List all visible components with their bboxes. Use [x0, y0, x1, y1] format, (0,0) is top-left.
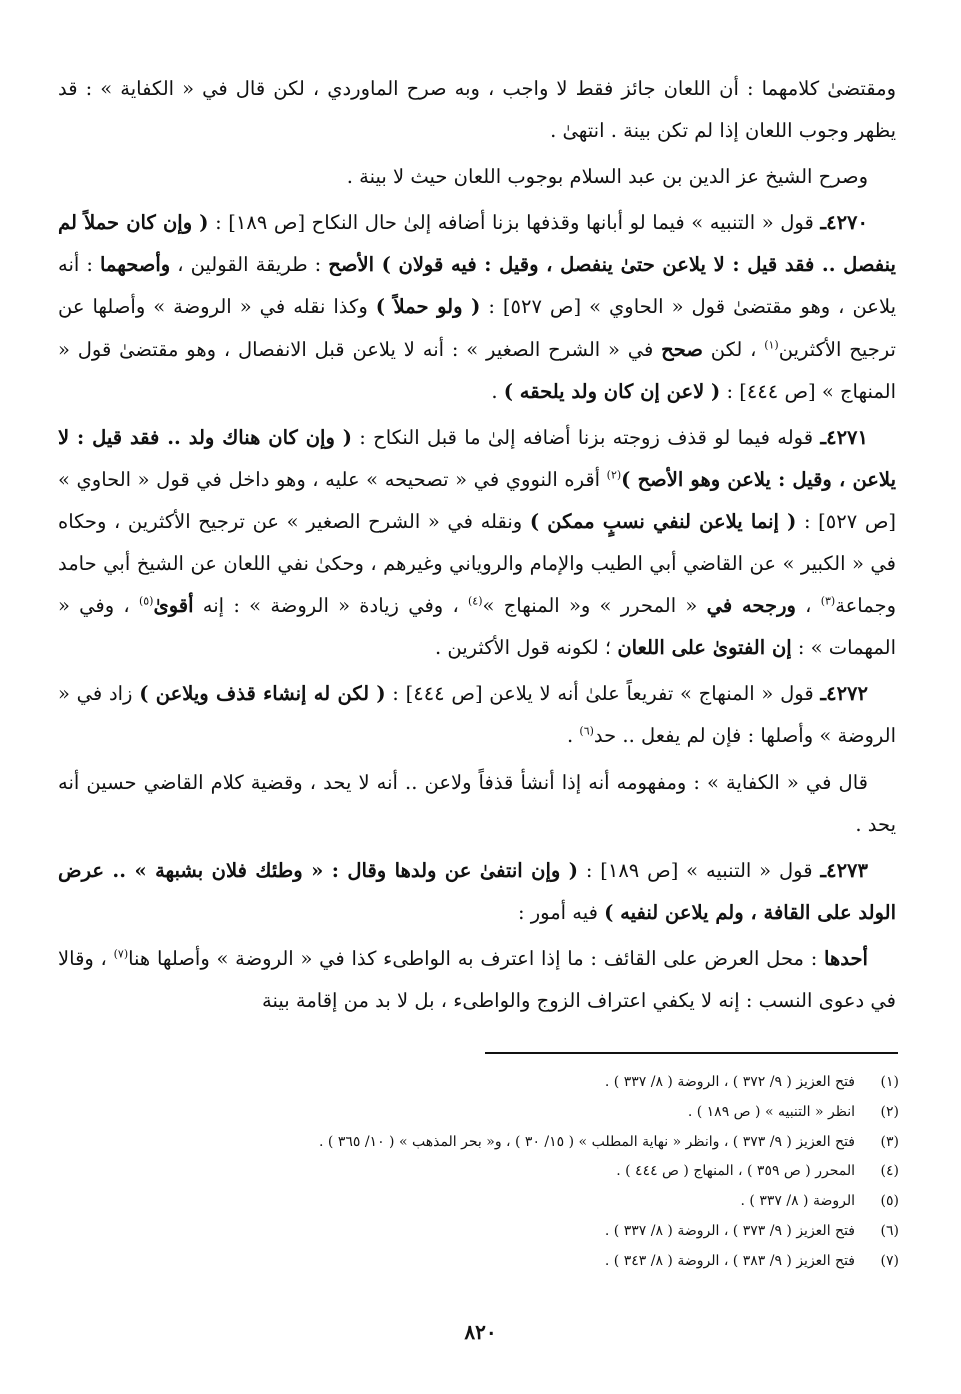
text-run: ونقله في « الشرح الصغير » عن ترجيح الأكثرين ، وحكاه في « الكبير » عن القاضي أبي الطيب والإمام والروياني وغيرهم ، وحكىٰ نفي اللعان عن الشيخ أبي حامد وجماعة: [58, 509, 896, 618]
text-run: ، وفي « المهمات » :: [58, 594, 896, 660]
page-number: ٨٢٠: [464, 1320, 497, 1344]
footnote-number: (٢): [880, 1103, 899, 1120]
bold-text: ( لاعن إن كان ولد يلحقه ): [503, 379, 721, 403]
footnote-divider: [485, 1052, 898, 1054]
bold-text: ( لكن له إنشاء قذف ويلاعن ): [139, 682, 386, 706]
text-run: : أنه يلاعن ، وهو مقتضىٰ قول « الحاوي » [ص ٥٢٧] :: [58, 253, 897, 319]
text-run: ،: [795, 594, 821, 618]
paragraph: [58, 938, 896, 1022]
text-run: ؛ لكونه قول الأكثرين .: [434, 636, 618, 660]
bold-text: أقوىٰ: [153, 594, 194, 618]
paragraph: [58, 673, 896, 757]
bold-text: ورجحه في: [706, 594, 796, 618]
paragraph: [58, 156, 896, 198]
footnote-text: فتح العزيز ( ٩/ ٣٧٣ ) ، الروضة ( ٨/ ٣٣٧ ) .: [604, 1222, 855, 1239]
text-run: ، وقالا في دعوى النسب : إنه لا يكفي اعتراف الزوج والواطىء ، بل لا بد من إقامة بينة: [58, 946, 896, 1012]
paragraph: [58, 202, 896, 412]
text-run: في « الشرح الصغير » : أنه لا يلاعن قبل الانفصال ، وهو مقتضىٰ قول « المنهاج » [ص ٤٤٤] :: [58, 337, 896, 403]
text-run: قال في « الكفاية » : ومفهومه أنه إذا أنشأ قذفاً ولاعن .. أنه لا يحد ، وقضية كلام القاضي حسين أنه يحد .: [58, 770, 896, 836]
bold-text: ٤٢٧٣ـ: [820, 858, 868, 882]
bold-text: ٤٢٧٠ـ: [820, 211, 869, 235]
text-run: فيه أمور :: [517, 900, 605, 924]
bold-text: ٤٢٧٢ـ: [820, 682, 869, 706]
paragraph: [58, 417, 896, 670]
text-run: ، لكن: [702, 337, 765, 361]
main-text: [58, 68, 896, 1022]
footnote-text: فتح العزيز ( ٩/ ٣٧٣ ) ، وانظر « نهاية المطلب » ( ١٥/ ٣٠ ) ، و« بحر المذهب » ( ١٠/ ٣٦٥ ) .: [319, 1133, 855, 1150]
footnote-reference: (٢): [606, 468, 622, 482]
footnote-reference: (٤): [468, 594, 483, 608]
footnote-reference: (٥): [138, 594, 154, 608]
footnote-reference: (٧): [113, 947, 129, 961]
text-run: : طريقة القولين ،: [170, 253, 329, 277]
text-run: وصرح الشيخ عز الدين بن عبد السلام بوجوب اللعان حيث لا بينة .: [346, 165, 868, 189]
bold-text: ٤٢٧١ـ: [820, 425, 868, 449]
footnotes: [199, 1068, 899, 1277]
footnote: [199, 1217, 899, 1247]
text-run: .: [567, 724, 580, 748]
footnote-text: المحرر ( ص ٣٥٩ ) ، المنهاج ( ص ٤٤٤ ) .: [616, 1163, 855, 1180]
footnote-number: (٣): [880, 1133, 899, 1150]
text-run: ، وفي زيادة « الروضة » : إنه: [193, 594, 468, 618]
text-run: قوله فيما لو قذف زوجته بزنا أضافه إلىٰ ما قبل النكاح :: [351, 425, 821, 449]
footnote: [199, 1247, 899, 1277]
footnote: [199, 1098, 899, 1128]
text-run: ومقتضىٰ كلامهما : أن اللعان جائز فقط لا واجب ، وبه صرح الماوردي ، لكن قال في « الكفاية » : قد يظهر وجوب اللعان إذا لم تكن بينة . انتهىٰ .: [58, 77, 896, 143]
text-run: وكذا نقله في « الروضة » وأصلها عن ترجيح الأكثرين: [58, 295, 896, 361]
footnote-number: (٦): [880, 1222, 899, 1239]
bold-text: ( ولو حملاً ): [375, 295, 481, 319]
footnote-text: الروضة ( ٨/ ٣٣٧ ) .: [740, 1193, 855, 1210]
bold-text: وأصحهما: [99, 253, 171, 277]
paragraph: [58, 68, 896, 152]
text-run: زاد في « الروضة » وأصلها : فإن لم يفعل .. حد: [58, 682, 896, 748]
text-run: : محل العرض على القائف : ما إذا اعترف به الواطىء كذا في « الروضة » وأصلها هنا: [128, 946, 825, 970]
footnote: [199, 1068, 899, 1098]
bold-text: أحدها: [824, 946, 868, 970]
bold-text: صحح: [661, 337, 703, 361]
footnote-reference: (٦): [579, 724, 594, 738]
text-run: قول « التنبيه » فيما لو أبانها وقذفها بزنا أضافه إلىٰ حال النكاح [ص ١٨٩] :: [208, 211, 821, 235]
bold-text: ( وإن كان هناك ولد .. فقد قيل : لا يلاعن ، وقيل : يلاعن وهو الأصح ): [58, 425, 896, 491]
bold-text: ( وإن انتفىٰ عن ولدها وقال : « وطئك فلان بشبهة » .. عرض الولد على القافة ، ولم يلاعن لنفيه ): [58, 858, 896, 924]
footnote-text: فتح العزيز ( ٩/ ٣٧٢ ) ، الروضة ( ٨/ ٣٣٧ ) .: [604, 1074, 855, 1090]
footnote: [199, 1187, 899, 1217]
footnote-reference: (١): [764, 338, 779, 352]
paragraph: [58, 850, 896, 934]
footnote-number: (٧): [880, 1252, 899, 1269]
text-run: « المحرر » و« المنهاج »: [482, 594, 707, 618]
footnote-number: (٥): [880, 1193, 899, 1210]
footnote: [199, 1157, 899, 1187]
text-run: قول « المنهاج » تفريعاً علىٰ أنه لا يلاعن [ص ٤٤٤] :: [385, 682, 821, 706]
bold-text: ( إنما يلاعن لنفي نسبٍ ممكن ): [529, 509, 797, 533]
bold-text: ( وإن كان حملاً لم ينفصل .. فقد قيل : لا يلاعن حتىٰ ينفصل ، وقيل : فيه قولان ) الأصح: [58, 211, 896, 277]
text-run: .: [491, 379, 504, 403]
footnote-number: (٤): [880, 1163, 899, 1180]
text-run: أقره النووي في « تصحيحه » عليه ، وهو داخل في قول « الحاوي » [ص ٥٢٧] :: [58, 467, 896, 533]
footnote-reference: (٣): [820, 594, 836, 608]
footnote-number: (١): [880, 1074, 899, 1090]
footnote: [199, 1128, 899, 1158]
footnote-text: فتح العزيز ( ٩/ ٣٨٣ ) ، الروضة ( ٨/ ٣٤٣ ) .: [604, 1252, 855, 1269]
footnote-text: انظر « التنبيه » ( ص ١٨٩ ) .: [687, 1103, 855, 1120]
bold-text: إن الفتوىٰ على اللعان: [617, 636, 792, 660]
text-run: قول « التنبيه » [ص ١٨٩] :: [577, 858, 821, 882]
paragraph: [58, 762, 896, 846]
